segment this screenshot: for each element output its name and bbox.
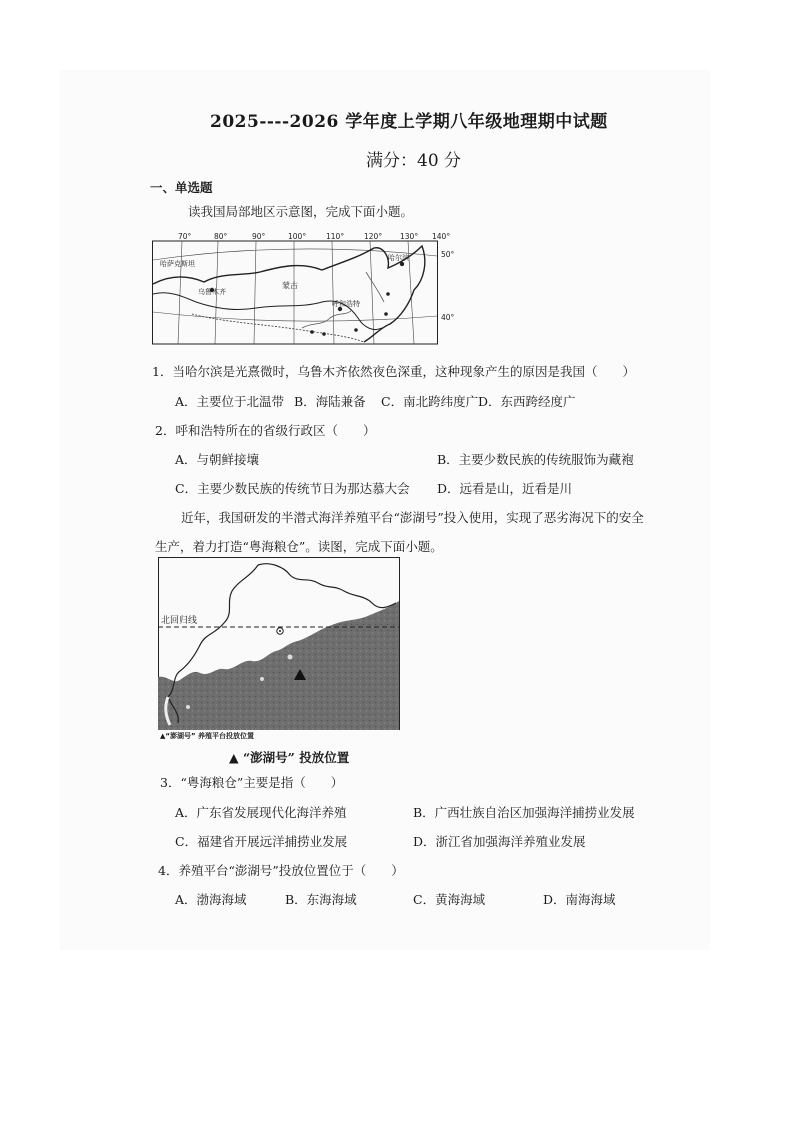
lon-label: 100° <box>288 232 307 241</box>
q3-option-d: D．浙江省加强海洋养殖业发展 <box>413 834 586 849</box>
mongolia-label: 蒙古 <box>282 281 298 290</box>
full-score: 满分：40 分 <box>366 151 462 171</box>
harbin-label: 哈尔滨 <box>388 254 409 262</box>
section-intro: 读我国局部地区示意图，完成下面小题。 <box>188 204 414 219</box>
q4-option-b: B．东海海域 <box>285 892 357 907</box>
lat-label: 40° <box>441 313 454 322</box>
passage-line-2: 生产，着力打造“粤海粮仓”。读图，完成下面小题。 <box>155 539 443 554</box>
q1-option-d: D．东西跨经度广 <box>478 394 576 409</box>
q2-option-c: C．主要少数民族的传统节日为那达慕大会 <box>175 481 410 496</box>
q3-option-c: C．福建省开展远洋捕捞业发展 <box>175 834 348 849</box>
lon-label: 110° <box>326 232 345 241</box>
q4-option-c: C．黄海海域 <box>413 892 486 907</box>
q1-stem: 1．当哈尔滨是光熹微时，乌鲁木齐依然夜色深重，这种现象产生的原因是我国（ ） <box>152 364 635 379</box>
q2-option-b: B．主要少数民族的传统服饰为藏袍 <box>437 452 634 467</box>
q3-option-a: A．广东省发展现代化海洋养殖 <box>175 805 347 820</box>
lon-label: 90° <box>252 232 266 241</box>
north-china-map <box>152 232 454 350</box>
q4-stem: 4．养殖平台“澎湖号”投放位置位于（ ） <box>158 863 404 878</box>
hohhot-label: 呼和浩特 <box>332 300 360 308</box>
passage-line-1: 近年，我国研发的半潜式海洋养殖平台“澎湖号”投入使用，实现了恶劣海况下的安全 <box>181 510 644 525</box>
q4-option-a: A．渤海海域 <box>175 892 247 907</box>
q2-option-d: D．远看是山，近看是川 <box>437 481 573 496</box>
lon-label: 70° <box>178 232 192 241</box>
q1-option-b: B．海陆兼备 <box>294 394 366 409</box>
q3-option-b: B．广西壮族自治区加强海洋捕捞业发展 <box>413 805 635 820</box>
q1-option-a: A．主要位于北温带 <box>175 394 285 409</box>
q2-option-a: A．与朝鲜接壤 <box>175 452 260 467</box>
tropic-label: 北回归线 <box>161 616 198 626</box>
kazakhstan-label: 哈萨克斯坦 <box>160 260 195 268</box>
section-heading: 一、单选题 <box>150 180 213 195</box>
map2-caption: ▲ “澎湖号” 投放位置 <box>229 750 350 765</box>
lon-label: 120° <box>364 232 383 241</box>
q2-stem: 2．呼和浩特所在的省级行政区（ ） <box>155 423 376 438</box>
map2-legend-small: ▲“澎湖号” 养殖平台投放位置 <box>160 732 255 740</box>
harbin-dot <box>400 262 404 266</box>
exam-title: 2025----2026 学年度上学期八年级地理期中试题 <box>210 112 608 132</box>
q1-option-c: C．南北跨纬度广 <box>381 394 479 409</box>
lon-label: 140° <box>432 232 451 241</box>
guangdong-map <box>158 557 400 730</box>
urumqi-label: 乌鲁木齐 <box>198 288 226 296</box>
lon-label: 130° <box>400 232 419 241</box>
lon-label: 80° <box>214 232 228 241</box>
q4-option-d: D．南海海域 <box>543 892 616 907</box>
lat-label: 50° <box>441 250 454 259</box>
q3-stem: 3．“粤海粮仓”主要是指（ ） <box>160 775 344 790</box>
